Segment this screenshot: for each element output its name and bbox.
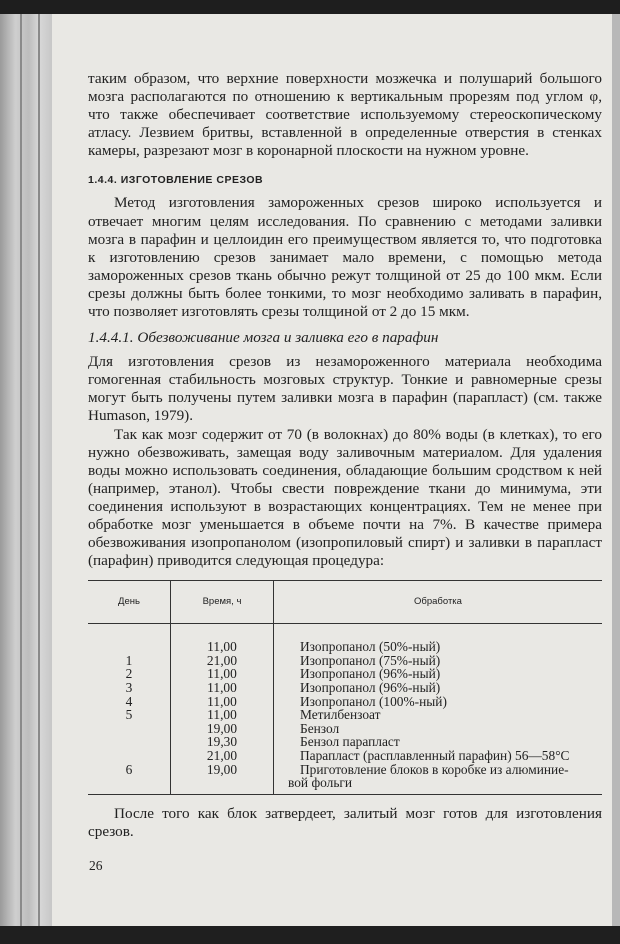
cell-day	[88, 776, 171, 794]
table-row	[88, 695, 602, 709]
cell-day: 2	[88, 667, 171, 681]
table-row	[88, 667, 602, 681]
page-number: 26	[89, 858, 103, 873]
header-time: Время, ч	[171, 581, 274, 624]
section-paragraph: Метод изготовления замороженных срезов широко используется и отвечает многим целям исследования. По сравнению с методами заливки мозга в парафин и целлоидин его преимуществом является то, что подготовка к изготовлению срезов занимает мало времени, с помощью метода замороженных срезов ткань обычно режут толщиной от 25 до 100 мкм. Если срезы должны быть более тонкими, то мозг необходимо заливать в парафин, что позволяет изготовлять срезы толщиной от 2 до 15 мкм.	[88, 194, 602, 321]
cell-processing: Изопропанол (100%-ный)	[300, 693, 447, 709]
table-header-row	[88, 581, 602, 624]
header-day: День	[88, 581, 171, 624]
cell-day: 1	[88, 654, 171, 668]
table-row	[88, 624, 602, 654]
scan-top-border	[0, 0, 620, 14]
subsection-paragraph-1: Для изготовления срезов из незамороженного материала необходима гомогенная стабильность мозговых структур. Тонкие и равномерные срезы могут быть получены путем заливки мозга в парафин (парапласт) (см. также Humason, 1979).	[88, 353, 602, 425]
cell-processing: Изопропанол (75%-ный)	[300, 652, 441, 668]
subsection-heading: 1.4.4.1. Обезвоживание мозга и заливка его в парафин	[88, 329, 439, 347]
cell-processing: Метилбензоат	[300, 707, 381, 723]
page-right-edge	[612, 14, 620, 932]
cell-time	[171, 776, 274, 794]
subsection-paragraph-2: Так как мозг содержит от 70 (в волокнах) до 80% воды (в клетках), то его нужно обезвоживать, замещая воду заливочным материалом. Для удаления воды можно использовать соединения, обладающие большим сродством к ней (например, этанол). Чтобы свести повреждение ткани до минимума, эти соединения используют в возрастающих концентрациях. Тем не менее при обработке мозг уменьшается в объеме почти на 7%. В качестве примера обезвоживания изопропанолом (изопропиловый спирт) и заливки в парапласт (парафин) приводится следующая процедура:	[88, 425, 602, 570]
cell-time: 19,00	[171, 722, 274, 736]
cell-day	[88, 735, 171, 749]
cell-day	[88, 722, 171, 736]
scan-bottom-border	[0, 926, 620, 944]
cell-day	[88, 749, 171, 763]
cell-time: 21,00	[171, 749, 274, 763]
table-row	[88, 708, 602, 722]
cell-time: 19,30	[171, 735, 274, 749]
cell-processing: Приготовление блоков в коробке из алюминие-	[300, 761, 569, 777]
cell-processing: вой фольги	[274, 776, 603, 794]
cell-time: 11,00	[171, 681, 274, 695]
cell-processing: Изопропанол (50%-ный)	[300, 639, 441, 655]
cell-time: 11,00	[171, 708, 274, 722]
page-content	[88, 70, 602, 841]
cell-time: 19,00	[171, 763, 274, 777]
table-row	[88, 763, 602, 777]
cell-day	[88, 624, 171, 654]
cell-day: 4	[88, 695, 171, 709]
cell-processing: Бензол парапласт	[300, 734, 400, 750]
after-table-paragraph: После того как блок затвердеет, залитый мозг готов для изготовления срезов.	[88, 804, 602, 840]
cell-processing: Изопропанол (96%-ный)	[300, 680, 441, 696]
table-row	[88, 681, 602, 695]
cell-time: 11,00	[171, 624, 274, 654]
book-spine	[0, 14, 52, 932]
cell-day: 6	[88, 763, 171, 777]
header-processing: Обработка	[274, 581, 603, 624]
cell-time: 11,00	[171, 695, 274, 709]
spine-fold-line	[20, 14, 22, 932]
table-row	[88, 776, 602, 794]
cell-processing: Парапласт (расплавленный парафин) 56—58°C	[300, 748, 570, 763]
cell-processing: Изопропанол (96%-ный)	[300, 666, 441, 682]
intro-paragraph: таким образом, что верхние поверхности мозжечка и полушарий большого мозга располагаются по отношению к вертикальным прорезям под углом φ, что также обеспечивает соответствие используемому стереоскопическому атласу. Лезвием бритвы, вставленной в определенные отверстия в стенках камеры, разрезают мозг в коронарной плоскости на нужном уровне.	[88, 70, 602, 160]
procedure-table	[88, 580, 602, 795]
table-row	[88, 722, 602, 736]
cell-day: 3	[88, 681, 171, 695]
section-heading: 1.4.4. ИЗГОТОВЛЕНИЕ СРЕЗОВ	[88, 174, 264, 187]
table-row	[88, 749, 602, 763]
cell-day: 5	[88, 708, 171, 722]
cell-time: 11,00	[171, 667, 274, 681]
table-row	[88, 654, 602, 668]
cell-time: 21,00	[171, 654, 274, 668]
cell-processing: Бензол	[300, 720, 340, 736]
spine-fold-line	[38, 14, 40, 932]
table-row	[88, 735, 602, 749]
